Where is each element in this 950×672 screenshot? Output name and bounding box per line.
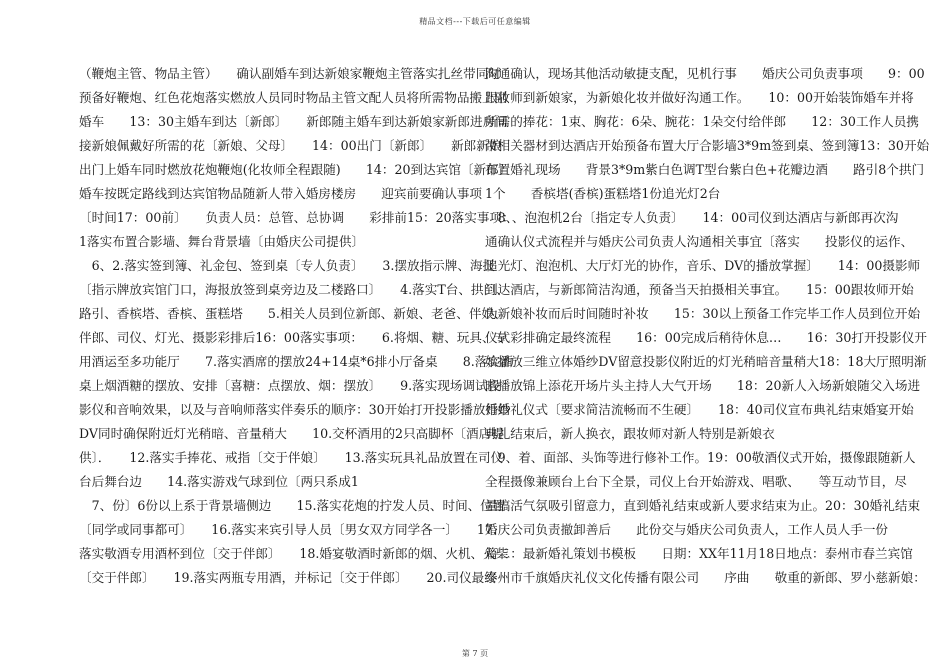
page-number: 第 7 页 (461, 649, 489, 658)
text-line: 落实敬酒专用酒杯到位〔交于伴郎〕 18.婚宴敬酒时新郎的烟、火机、火柴 (79, 546, 509, 561)
text-line: 典礼结束后，新人换衣，跟妆师对新人特别是新娘衣 (485, 426, 775, 441)
text-line: 预备好鞭炮、红色花炮落实燃放人员同时物品主管文配人员将所需物品搬上副 (79, 90, 508, 105)
text-line: 〔时间17：00前〕 负责人员：总管、总协调 彩排前15：20落实事项： (79, 210, 515, 225)
text-line: DV同时确保附近灯光稍暗、音量稍大 10.交杯酒用的2只高脚杯〔酒店提 (79, 426, 504, 441)
text-line: 暗播放锦上添花开场片头主持人大气开场 18：20新人入场新娘随父入场进 (485, 378, 921, 393)
text-line: 沟通确认，现场其他活动敏捷支配，见机行事 婚庆公司负责事项 9：00 (485, 66, 925, 81)
text-line: 到达酒店，与新郎简洁沟通，预备当天拍摄相关事宜。 15：00跟妆师开始 (485, 282, 914, 297)
text-line: （鞭炮主管、物品主管） 确认副婚车到达新娘家鞭炮主管落实扎丝带同时 (79, 66, 501, 81)
text-line: 1个 香槟塔(香槟)蛋糕塔1份追光灯2台 (485, 186, 721, 201)
text-line: 所需的捧花：1束、胸花：6朵、腕花：1朵交付给伴郎 12：30工作人员携 (485, 114, 919, 129)
text-line: 路引、香槟塔、香槟、蛋糕塔 5.相关人员到位新郎、新娘、老爸、伴娘、 (79, 306, 507, 321)
text-line: 6、2.落实签到簿、礼金包、签到桌〔专人负责〕 3.摆放指示牌、海报 (79, 258, 496, 273)
text-line: 婚车按既定路线到达宾馆物品随新人带入婚房楼房 迎宾前要确认事项 (79, 186, 482, 201)
text-line: 桌上烟酒糖的摆放、安排〔喜糖：点摆放、烟：摆放〕 9.落实现场调试投 (79, 378, 501, 393)
text-line: 〔交于伴郎〕 19.落实两瓶专用酒，并标记〔交于伴郎〕 20.司仪最终 (79, 570, 497, 585)
text-line: 1落实布置合影墙、舞台背景墙〔由婚庆公司提供〕 (79, 234, 365, 249)
text-line: 仪式彩排确定最终流程 16：00完成后稍待休息… 16：30打开投影仪开 (485, 330, 927, 345)
text-line: 篇二：最新婚礼策划书模板 日期：XX年11月18日地点：泰州市春兰宾馆 (485, 546, 913, 561)
text-line: 9、着、面部、头饰等进行修补工作。19：00敬酒仪式开始，摄像跟随新人 (485, 450, 916, 465)
text-line: 8、、泡泡机2台〔指定专人负责〕 14：00司仪到达酒店与新郎再次沟 (485, 210, 899, 225)
text-line: 台后舞台边 14.落实游戏气球到位〔两只系成1 (79, 474, 359, 489)
right-text-column (485, 62, 930, 642)
text-line: 接新娘佩戴好所需的花〔新娘、父母〕 14：00出门〔新郎〕 新郎新娘 (79, 138, 502, 153)
text-line: 婚车 13：30主婚车到达〔新郎〕 新郎随主婚车到达新娘家新郎进房间 (79, 114, 508, 129)
text-line: 全程摄像兼顾台上台下全景，司仪上台开始游戏、唱歌、 等互动节目，尽 (485, 474, 907, 489)
text-line: 通确认仪式流程并与婚庆公司负责人沟通相关事宜〔落实 投影仪的运作、 (485, 234, 914, 249)
text-line: 为新娘补妆而后时间随时补妆 15：30以上预备工作完毕工作人员到位开始 (485, 306, 921, 321)
text-line: 泰州市千旗婚庆礼仪文化传播有限公司 序曲 敬重的新郎、罗小慈新娘： (485, 570, 926, 585)
text-line: 出门上婚车同时燃放花炮鞭炮(化妆师全程跟随) 14：20到达宾馆〔新郎〕 (79, 162, 512, 177)
text-line: 跟妆师到新娘家，为新娘化妆并做好沟通工作。 10：00开始装饰婚车并将 (485, 90, 914, 105)
text-line: 供〕． 12.落实手捧花、戒指〔交于伴娘〕 13.落实玩具礼品放置在司仪 (79, 450, 504, 465)
text-line: 用酒运至多功能厅 7.落实酒席的摆放24+14桌*6排小厅备桌 8.落实酒 (79, 354, 513, 369)
left-text-column (79, 62, 515, 642)
text-line: 布置婚礼现场 背景3*9m紫白色调T型台紫白色+花瓣边酒 路引8个拱门 (485, 162, 925, 177)
text-line: 影仪和音响效果，以及与音响师落实伴奏乐的顺序：30开始打开投影播放婚纱 (79, 402, 511, 417)
text-line: 7、份〕6份以上系于背景墙侧边 15.落实花炮的拧发人员、时间、位置 (79, 498, 506, 513)
text-line: 量搞活气氛吸引留意力，直到婚礼结束或新人要求结束为止。20：30婚礼结束 (485, 498, 921, 513)
text-line: 始播放三维立体婚纱DV留意投影仪附近的灯光稍暗音量稍大18：18大厅照明渐 (485, 354, 927, 369)
text-line: 〔同学或同事都可〕 16.落实来宾引导人员〔男女双方同学各一〕 17. (79, 522, 497, 537)
text-line: 追光灯、泡泡机、大厅灯光的协作，音乐、DV的播放掌握〕 14：00摄影师 (485, 258, 921, 273)
text-line: 伴郎、司仪、灯光、摄影彩排后16：00落实事项： 6.将烟、糖、玩具、专 (79, 330, 508, 345)
text-line: 婚庆公司负责撤卸善后 此份交与婚庆公司负责人，工作人员人手一份 (485, 522, 888, 537)
text-line: 行婚礼仪式〔要求简洁流畅而不生硬〕 18：40司仪宣布典礼结束婚宴开始 (485, 402, 914, 417)
text-line: 〔指示牌放宾馆门口，海报放签到桌旁边及二楼路口〕 4.落实T台、拱门、 (79, 282, 509, 297)
page-header: 精品文档---下载后可任意编辑 (419, 17, 531, 26)
text-line: 带相关器材到达酒店开始预备布置大厅合影墙3*9m签到桌、签到簿13：30开始 (485, 138, 930, 153)
